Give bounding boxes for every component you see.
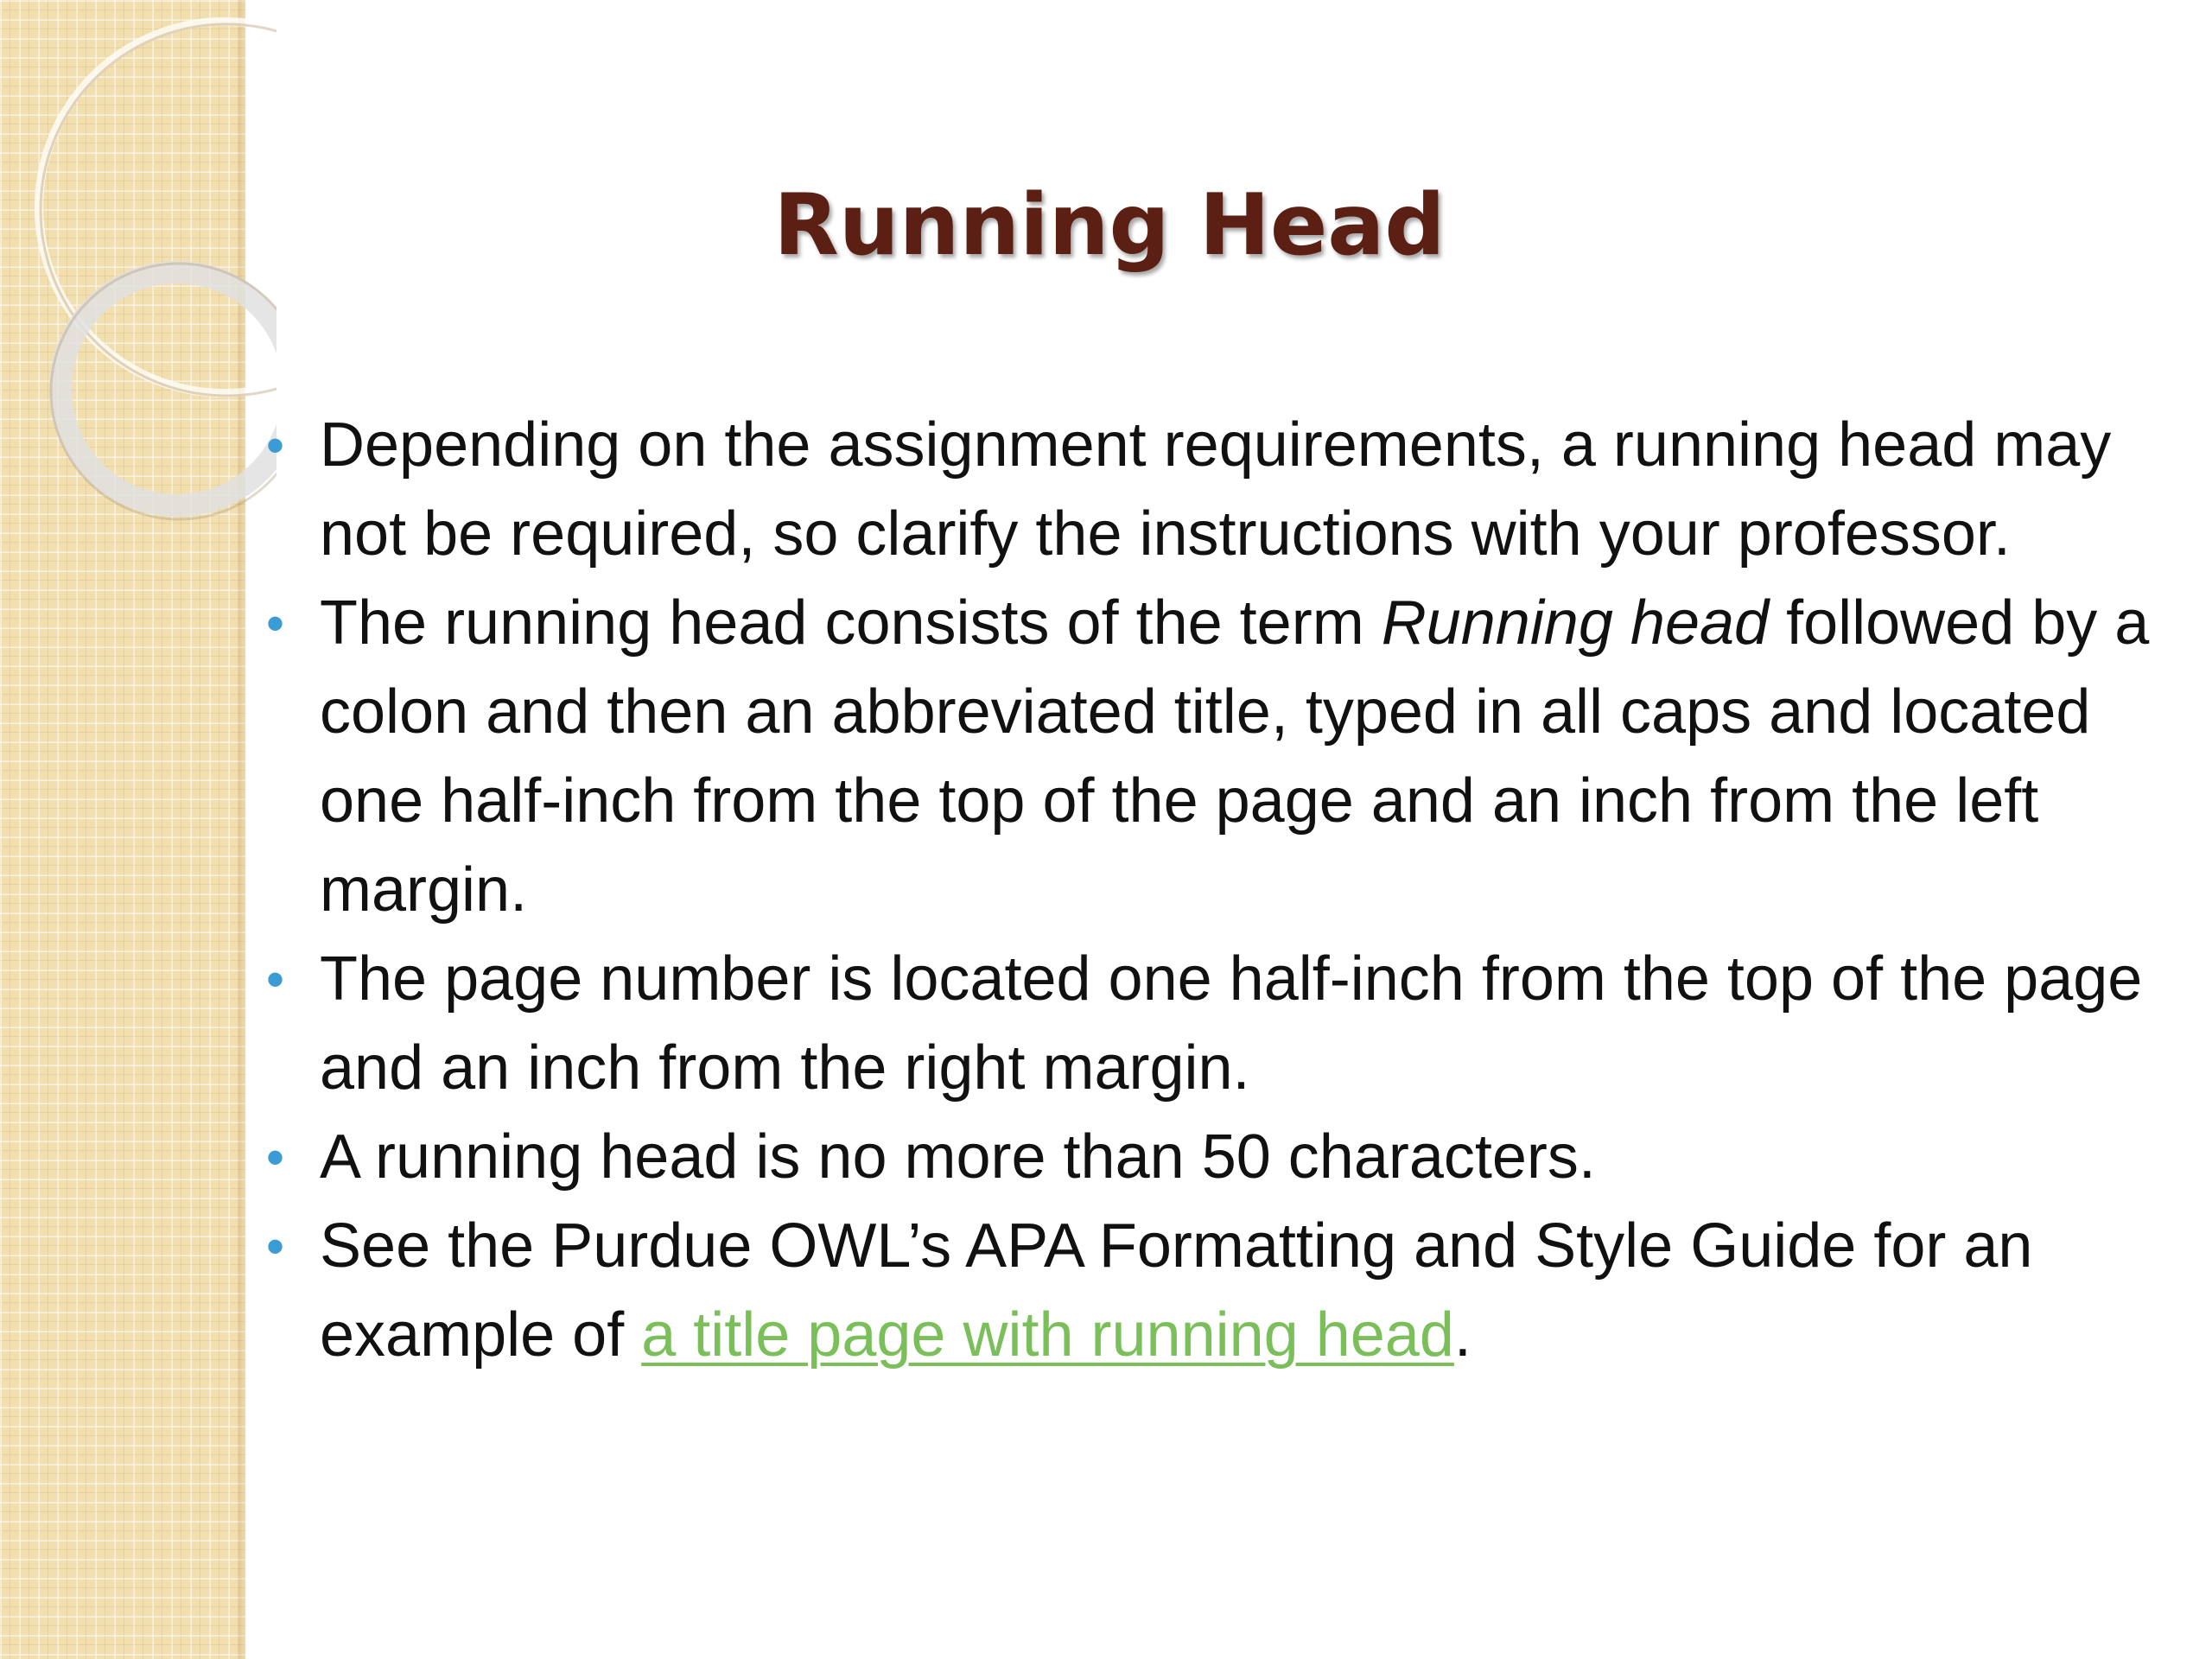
bullet-icon: • bbox=[266, 416, 285, 474]
bullet-icon: • bbox=[266, 594, 285, 652]
decorative-rings bbox=[0, 0, 276, 553]
bullet-text-start: See the Purdue OWL’s APA Formatting and Style Guide for an example of bbox=[320, 1211, 2033, 1370]
bullet-list bbox=[259, 401, 2195, 1380]
bullet-text-end: followed by a colon and then an abbreviated title, typed in all caps and located one half-inch from the top of the page and an inch from the left margin. bbox=[320, 588, 2150, 925]
bullet-text: Depending on the assignment requirements, a running head may not be required, so clarify the instructions with your professor. bbox=[320, 410, 2112, 569]
bullet-item bbox=[259, 401, 2195, 579]
bullet-text-end: . bbox=[1453, 1300, 1471, 1370]
bullet-item bbox=[259, 935, 2195, 1113]
bullet-text: A running head is no more than 50 characters. bbox=[320, 1122, 1596, 1192]
slide-title: Running Head bbox=[773, 176, 1446, 275]
bullet-text-start: The running head consists of the term bbox=[320, 588, 1382, 658]
bullet-italic-term: Running head bbox=[1381, 588, 1770, 658]
bullet-item bbox=[259, 1202, 2195, 1380]
bullet-item bbox=[259, 579, 2195, 935]
bullet-text: The page number is located one half-inch from the top of the page and an inch from the right margin. bbox=[320, 944, 2143, 1103]
bullet-icon: • bbox=[266, 1217, 285, 1275]
bullet-icon: • bbox=[266, 1128, 285, 1186]
bullet-icon: • bbox=[266, 950, 285, 1008]
bullet-item bbox=[259, 1113, 2195, 1202]
title-page-example-link[interactable]: a title page with running head bbox=[641, 1300, 1454, 1370]
